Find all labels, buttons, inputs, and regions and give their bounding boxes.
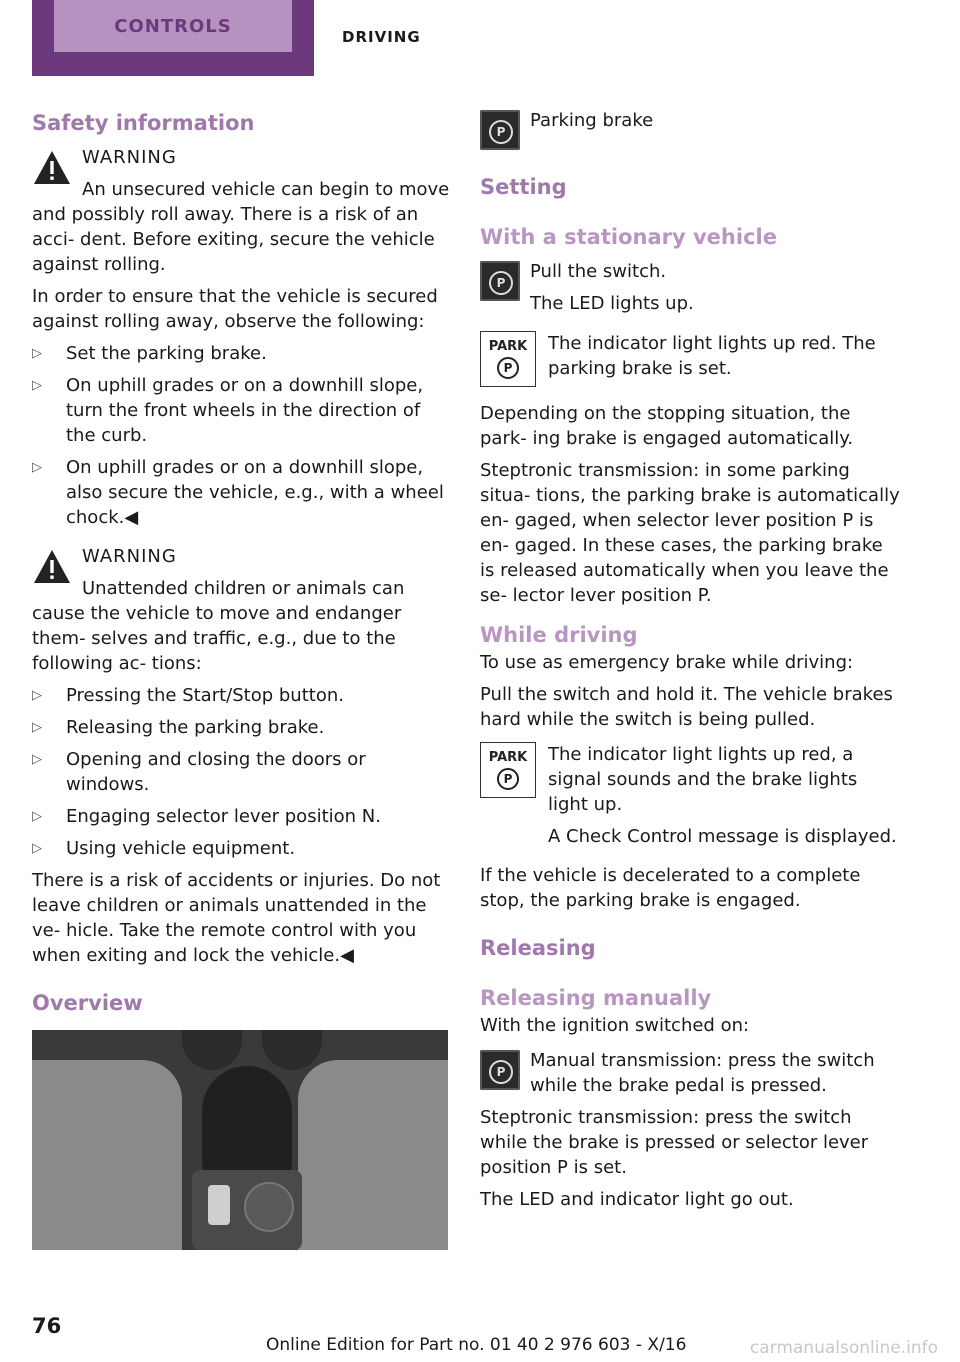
led-text: The LED lights up. [530,293,694,314]
steptronic-release-text: Steptronic transmission: press the switch while the brake is pressed or selector lever position P is set. [480,1107,869,1178]
depending-text: Depending on the stopping situation, the park- ing brake is engaged automatically. [480,403,854,449]
risk-text: There is a risk of accidents or injuries. Do not leave children or animals unattended in the ve- hicle. Take the remote control with you when exiting and lock the vehicle.◀ [32,870,441,966]
indicator-step [480,331,900,387]
list-item: ▷ On uphill grades or on a downhill slope, turn the front wheels in the direction of the curb. [32,375,424,446]
parking-brake-switch-icon: P [480,261,520,301]
warning-text: An unsecured vehicle can begin to move and possibly roll away. There is a risk of an acci- dent. Before exiting, secure the vehicle against rolling. [32,179,450,275]
list-item: ▷ Opening and closing the doors or windows. [32,749,366,795]
warning-triangle-icon [32,548,72,585]
bullet-icon: ▷ [32,752,42,767]
manual-transmission-text: Manual transmission: press the switch while the brake pedal is pressed. [530,1050,875,1096]
list-item: ▷ On uphill grades or on a downhill slope, also secure the vehicle, e.g., with a wheel chock.◀ [32,457,444,528]
bullet-icon: ▷ [32,720,42,735]
chapter-tab-label: CONTROLS [54,0,292,52]
page-number: 76 [32,1314,62,1338]
decelerated-text: If the vehicle is decelerated to a complete stop, the parking brake is engaged. [480,865,861,911]
overview-heading: Overview [32,991,143,1015]
releasing-heading: Releasing [480,936,596,960]
warning-triangle-icon [32,149,72,186]
bullet-icon: ▷ [32,841,42,856]
pull-switch-step [480,259,900,316]
bullet-icon: ▷ [32,378,42,393]
parking-brake-switch-photo [208,1185,230,1225]
section-label: DRIVING [342,28,421,46]
park-indicator-icon: PARK P [480,331,536,387]
parking-brake-legend [480,108,900,150]
signal-text: The indicator light lights up red, a signal sounds and the brake lights light up. [548,744,858,815]
parking-brake-switch-icon: P [480,110,520,150]
setting-heading: Setting [480,175,567,199]
while-driving-heading: While driving [480,623,638,647]
securing-list [32,341,450,530]
ignition-text: With the ignition switched on: [480,1015,750,1036]
list-item: ▷ Pressing the Start/Stop button. [32,685,344,706]
bullet-icon: ▷ [32,809,42,824]
emergency-text: To use as emergency brake while driving: [480,652,854,673]
list-item: ▷ Set the parking brake. [32,343,267,364]
list-item: ▷ Engaging selector lever position N. [32,806,381,827]
safety-heading: Safety information [32,111,255,135]
check-control-text: A Check Control message is displayed. [548,826,897,847]
parking-brake-switch-icon: P [480,1050,520,1090]
right-column [480,108,900,1212]
signal-step [480,742,900,849]
led-out-text: The LED and indicator light go out. [480,1189,794,1210]
indicator-text: The indicator light lights up red. The parking brake is set. [548,333,876,379]
park-indicator-icon: PARK P [480,742,536,798]
watermark: carmanualsonline.info [749,1338,938,1358]
list-item: ▷ Using vehicle equipment. [32,838,296,859]
chapter-tab [32,0,314,76]
left-column [32,108,450,1250]
controller-dial-photo [244,1182,294,1232]
warning-title: WARNING [82,147,177,168]
releasing-manually-heading: Releasing manually [480,986,712,1010]
pull-switch-text: Pull the switch. [530,261,667,282]
manual-release-step [480,1048,900,1098]
bullet-icon: ▷ [32,460,42,475]
bullet-icon: ▷ [32,346,42,361]
list-item: ▷ Releasing the parking brake. [32,717,325,738]
edition-footer: Online Edition for Part no. 01 40 2 976 603 - X/16 [266,1335,687,1355]
stationary-heading: With a stationary vehicle [480,225,777,249]
warning-title: WARNING [82,546,177,567]
warning-text: Unattended children or animals can cause the vehicle to move and endanger them- selves and traffic, e.g., due to the following ac- tions: [32,578,405,674]
center-console-photo [32,1030,448,1250]
steptronic-text: Steptronic transmission: in some parking situa- tions, the parking brake is automatically en- gaged, when selector lever position P is en- gaged. In these cases, the parking brake is released automatically when you leave the se- lector lever position P. [480,460,900,606]
warning-block-1 [32,145,450,277]
warning-block-2 [32,544,450,676]
pull-hold-text: Pull the switch and hold it. The vehicle brakes hard while the switch is being pulled. [480,684,893,730]
parking-brake-label: Parking brake [530,110,654,131]
actions-list [32,683,450,861]
bullet-icon: ▷ [32,688,42,703]
intro-text: In order to ensure that the vehicle is secured against rolling away, observe the following: [32,286,438,332]
